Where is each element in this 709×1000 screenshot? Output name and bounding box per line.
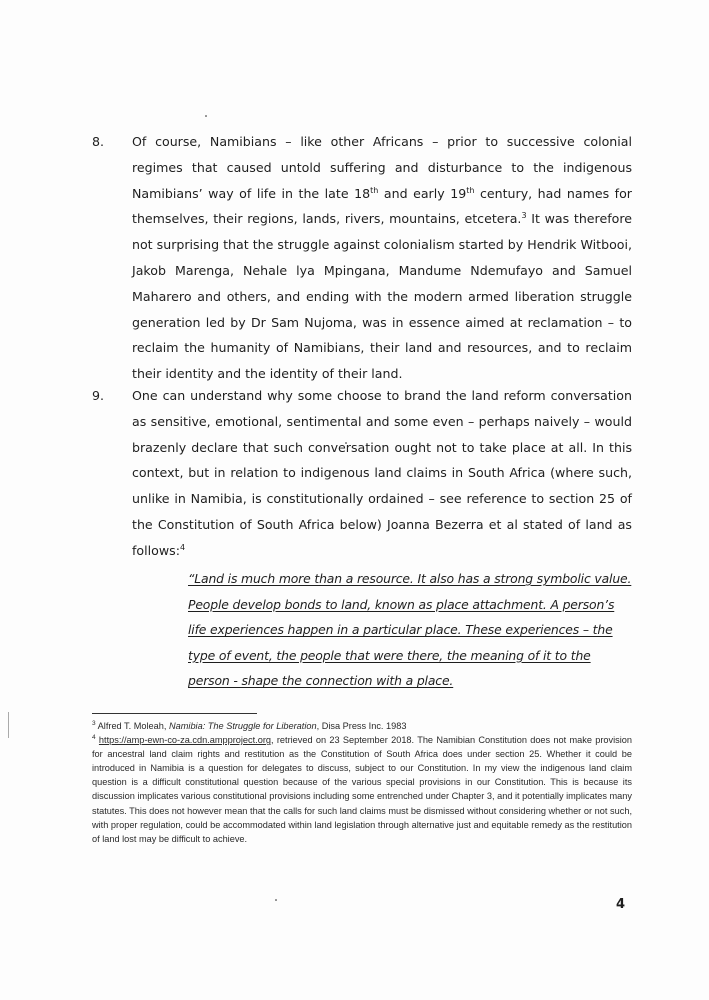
block-quote [188,566,632,694]
footnote-link[interactable]: https://amp-ewn-co-za.cdn.ampproject.org [98,735,272,746]
quote-text: “Land is much more than a resource. It also has a strong symbolic value. People develop bonds to land, known as place attachment. A person’s life experiences happen in a particular place. These experiences – the type of event, the people that were there, the meaning of it to the person - shape the connection with a place. [188,571,632,689]
footnote-reference: 3 [521,211,527,221]
footnote-text: , retrieved on 23 September 2018. The Namibian Constitution does not make provision for ancestral land claim rights and restitution as the Constitution of South Africa does under section 25. Whether it could be introduced in Namibia is a question for delegates to discuss, subject to our Constitution. In my view the indigenous land claim question is a difficult constitutional question because of the various special provisions in our Constitution. This is because its discussion implicates various constitutional provisions including some entrenched under Chapter 3, and it potentially implicates many statutes. This does not however mean that the calls for such land claims must be dismissed without considering whether or not such, with proper regulation, could be accommodated within land legislation through alternative just and equitable remedy as the restitution of land lost may be difficult to achieve. [92,735,632,844]
ordinal-suffix: th [370,185,379,195]
paragraph-text-part: One can understand why some choose to brand the land reform conversation as sensitive, emotional, sentimental and some even – perhaps naively – would brazenly declare that such conversation ought not to take place at all. In this context, but in relation to indigenous land claims in South Africa (where such, unlike in Namibia, is constitutionally ordained – see reference to section 25 of the Constitution of South Africa below) Joanna Bezerra et al stated of land as follows: [132,388,632,558]
paragraph-text-part: and early 19 [378,185,467,201]
footnote-text: , Disa Press Inc. 1983 [316,721,407,731]
paragraph-number: 9. [92,388,105,403]
footnote-separator [92,713,257,714]
scan-speck [205,115,207,117]
paragraph-text-part: Of course, Namibians – like other Africans – prior to successive colonial regimes that caused untold suffering and disturbance to the indigenous Namibians’ way of life in the late 18 [132,134,632,201]
paragraph-text [132,129,632,387]
paragraph-number: 8. [92,134,105,149]
paragraph-text-part: century, had names for themselves, their regions, lands, rivers, mountains, etcetera. [132,185,632,227]
scan-speck [275,899,277,901]
footnote-3 [92,719,632,733]
footnotes [92,719,632,846]
footnote-author: Alfred T. Moleah, [95,721,169,731]
footnote-title: Namibia: The Struggle for Liberation [169,721,317,731]
paragraph-9 [92,383,632,564]
paragraph-text-part: It was therefore not surprising that the struggle against colonialism started by Hendrik Witbooi, Jakob Marenga, Nehale lya Mpingana, Mandume Ndemufayo and Samuel Maharero and others, and ending with the modern armed liberation struggle generation led by Dr Sam Nujoma, was in essence aimed at reclamation – to reclaim the humanity of Namibians, their land and resources, and to reclaim their identity and the identity of their land. [132,211,632,382]
margin-mark [8,712,9,738]
page-number: 4 [616,897,626,912]
ordinal-suffix: th [466,185,475,195]
footnote-reference: 4 [179,542,186,552]
paragraph-8 [92,129,632,387]
footnote-4 [92,733,632,846]
footnote-mark: 4 [92,734,96,742]
footnote-mark: 3 [92,719,96,727]
paragraph-text [132,383,632,564]
